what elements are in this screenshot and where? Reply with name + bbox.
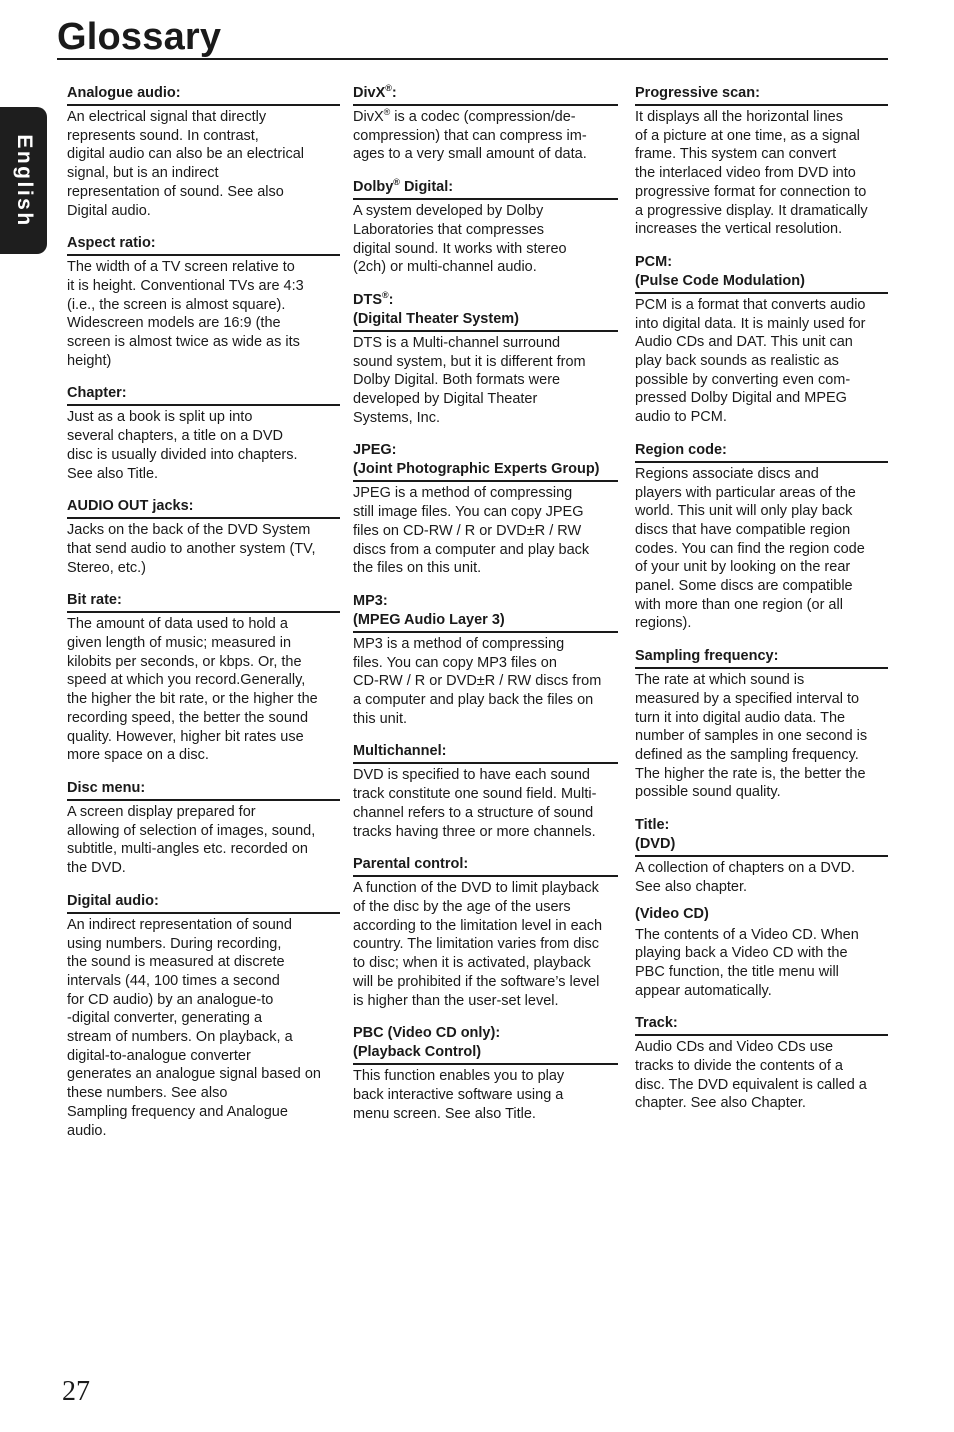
glossary-term (353, 855, 618, 877)
glossary-entry (635, 816, 888, 1000)
term-text: MP3: (353, 592, 388, 609)
definition-text: A collection of chapters on a DVD. See also chapter. (635, 860, 856, 895)
definition-text: A function of the DVD to limit playback of the disc by the age of the users according to the limitation level in each country. The limitation varies from disc to disc; when it is activated, playback will be prohibited if the software’s level is higher than the user-set level. (353, 880, 603, 1009)
registered-mark: ® (385, 83, 392, 94)
glossary-term (353, 592, 618, 633)
term-text: Bit rate: (67, 592, 122, 609)
definition-text: The width of a TV screen relative to it is height. Conventional TVs are 4:3 (i.e., the screen is almost square). Widescreen models are 16:9 (the screen is almost twice as wide as its height) (67, 259, 304, 369)
definition-text: An electrical signal that directly represents sound. In contrast, digital audio can also be an electrical signal, but is an indirect representation of sound. See also Digital audio. (67, 109, 304, 219)
glossary-definition (635, 296, 888, 427)
term-text: Multichannel: (353, 743, 447, 760)
definition-text: MP3 is a method of compressing files. You can copy MP3 files on CD-RW / R or DVD±R / RW discs from a computer and play back the files on this unit. (353, 635, 602, 727)
glossary-term (353, 291, 618, 332)
glossary-definition (635, 108, 888, 239)
glossary-definition (353, 766, 618, 841)
definition-text: The amount of data used to hold a given length of music; measured in kilobits per seconds, or kbps. Or, the speed at which you record.Generally, the higher the bit rate, or the higher the recording speed, the better the sound quality. However, higher bit rates use more space on a disc. (67, 616, 318, 764)
glossary-term (635, 816, 888, 857)
language-tab (0, 107, 47, 254)
definition-prefix: DivX (353, 109, 384, 125)
glossary-entry (67, 779, 340, 878)
page-title: Glossary (57, 16, 222, 58)
glossary-definition (635, 671, 888, 802)
term-text: Digital audio: (67, 892, 159, 909)
term-text: Analogue audio: (67, 85, 181, 101)
term-text: Progressive scan: (635, 85, 760, 101)
glossary-definition (635, 1038, 888, 1113)
definition-text: The rate at which sound is measured by a specified interval to turn it into digital audio data. The number of samples in one second is defined as the sampling frequency. The higher the rate is, the better the possible sound quality. (635, 672, 868, 801)
definition-text: A screen display prepared for allowing of selection of images, sound, subtitle, multi-angles etc. recorded on the DVD. (67, 803, 316, 877)
term-text: Chapter: (67, 385, 127, 402)
definition-text: Audio CDs and Video CDs use tracks to divide the contents of a disc. The DVD equivalent is called a chapter. See also Chapter. (635, 1039, 867, 1112)
glossary-entry (635, 253, 888, 427)
term-text: Title: (635, 817, 670, 834)
term-suffix: : (388, 291, 394, 308)
definition-text: DVD is specified to have each sound track constitute one sound field. Multi- channel refers to a structure of sound tracks having three or more channels. (353, 767, 597, 840)
registered-mark: ® (383, 107, 391, 118)
definition-text: PCM is a format that converts audio into digital data. It is mainly used for Audio CDs and DAT. This unit can play back sounds as realistic as possible by converting even com- pressed Dolby Digital and MPEG audio to PCM. (635, 296, 866, 426)
glossary-entry (353, 178, 618, 277)
glossary-term (635, 84, 888, 106)
glossary-entry (635, 1014, 888, 1113)
definition-text: An indirect representation of sound using numbers. During recording, the sound is measured at discrete intervals (44, 100 times a second for CD audio) by an analogue-to -digital converter, generating a stream of numbers. On playback, a digital-to-analogue converter generates an analogue signal based on these numbers. See also Sampling frequency and Analogue audio. (67, 916, 321, 1139)
glossary-definition (353, 334, 618, 428)
glossary-term (67, 779, 340, 801)
term-text: JPEG: (353, 442, 397, 459)
glossary-term (353, 178, 618, 200)
glossary-column-2 (353, 84, 618, 1137)
term-subtitle: (Joint Photographic Experts Group) (353, 461, 600, 478)
term-text: PCM: (635, 253, 673, 270)
term-suffix: Digital: (399, 179, 454, 196)
glossary-definition (67, 108, 340, 220)
glossary-definition (635, 465, 888, 633)
glossary-column-1 (67, 84, 340, 1154)
glossary-entry (353, 1024, 618, 1123)
glossary-definition (353, 108, 618, 164)
term-text: Dolby (353, 179, 394, 196)
glossary-definition (353, 484, 618, 578)
term-subtitle: (Playback Control) (353, 1044, 482, 1061)
page-number: 27 (62, 1376, 90, 1407)
glossary-definition (67, 916, 340, 1140)
glossary-term (353, 742, 618, 764)
glossary-definition (353, 1067, 618, 1123)
glossary-definition (353, 635, 618, 729)
language-tab-label: English (12, 133, 36, 228)
glossary-definition (67, 803, 340, 878)
glossary-entry (635, 84, 888, 239)
glossary-term (635, 441, 888, 463)
glossary-definition: The contents of a Video CD. When playing back a Video CD with the PBC function, the title menu will appear automatically. (635, 926, 859, 999)
glossary-term (67, 591, 340, 613)
glossary-entry (635, 647, 888, 802)
term-text: Region code: (635, 441, 727, 458)
glossary-definition (353, 879, 618, 1010)
glossary-definition (67, 615, 340, 765)
glossary-definition (67, 258, 340, 370)
title-divider (57, 58, 888, 60)
glossary-term (353, 1024, 618, 1065)
definition-text: Regions associate discs and players with particular areas of the world. This unit will only play back discs that have compatible region codes. You can find the region code of your unit by looking on the rear panel. Some discs are compatible with more than one region (or all regions). (635, 465, 865, 632)
glossary-entry (67, 384, 340, 483)
glossary-subterm: (Video CD) (635, 905, 709, 922)
term-subtitle: (DVD) (635, 836, 676, 853)
glossary-term (67, 84, 340, 106)
glossary-term (67, 384, 340, 406)
definition-text: JPEG is a method of compressing still image files. You can copy JPEG files on CD-RW / R or DVD±R / RW discs from a computer and play back the files on this unit. (353, 485, 590, 577)
glossary-term (67, 497, 340, 519)
glossary-definition (67, 521, 340, 577)
glossary-entry (353, 855, 618, 1010)
glossary-term (353, 84, 618, 106)
definition-text: A system developed by Dolby Laboratories that compresses digital sound. It works with stereo (2ch) or multi-channel audio. (353, 203, 567, 276)
glossary-entry (67, 892, 340, 1140)
definition-text: This function enables you to play back interactive software using a menu screen. See also Title. (353, 1068, 565, 1122)
definition-text: is a codec (compression/de- compression) that can compress im- ages to a very small amount of data. (353, 109, 587, 163)
glossary-entry (67, 234, 340, 370)
glossary-column-3 (635, 84, 888, 1127)
glossary-term (353, 441, 618, 482)
glossary-entry (353, 742, 618, 841)
term-text: Aspect ratio: (67, 235, 156, 252)
glossary-term (635, 253, 888, 294)
glossary-definition (67, 408, 340, 483)
term-text: Parental control: (353, 856, 469, 873)
definition-text: Just as a book is split up into several chapters, a title on a DVD disc is usually divided into chapters. See also Title. (67, 409, 298, 482)
registered-mark: ® (393, 177, 400, 188)
glossary-entry (353, 441, 618, 578)
glossary-term (67, 892, 340, 914)
term-suffix: : (391, 85, 397, 101)
term-text: DTS (353, 291, 382, 308)
term-text: AUDIO OUT jacks: (67, 498, 194, 515)
glossary-definition (635, 859, 888, 896)
term-subtitle: (MPEG Audio Layer 3) (353, 611, 505, 628)
definition-text: Jacks on the back of the DVD System that send audio to another system (TV, Stereo, etc.) (67, 522, 316, 576)
term-subtitle: (Pulse Code Modulation) (635, 272, 805, 289)
term-text: Disc menu: (67, 779, 146, 796)
glossary-definition (353, 202, 618, 277)
glossary-term (635, 647, 888, 669)
term-text: Sampling frequency: (635, 648, 779, 665)
glossary-term (67, 234, 340, 256)
term-text: Track: (635, 1015, 678, 1032)
term-text: PBC (Video CD only): (353, 1025, 501, 1042)
glossary-entry (353, 291, 618, 428)
definition-text: DTS is a Multi-channel surround sound system, but it is different from Dolby Digital. Both formats were developed by Digital Theater Systems, Inc. (353, 334, 586, 426)
term-subtitle: (Digital Theater System) (353, 310, 519, 327)
glossary-entry (353, 592, 618, 729)
glossary-entry (353, 84, 618, 164)
glossary-entry (67, 591, 340, 765)
glossary-entry (67, 497, 340, 577)
registered-mark: ® (382, 290, 389, 301)
definition-text: It displays all the horizontal lines of a picture at one time, as a signal frame. This system can convert the interlaced video from DVD into progressive format for connection to a progressive display. It dramatically increases the vertical resolution. (635, 109, 868, 238)
term-text: DivX (353, 85, 386, 101)
glossary-term (635, 1014, 888, 1036)
glossary-entry (635, 441, 888, 633)
glossary-entry (67, 84, 340, 220)
